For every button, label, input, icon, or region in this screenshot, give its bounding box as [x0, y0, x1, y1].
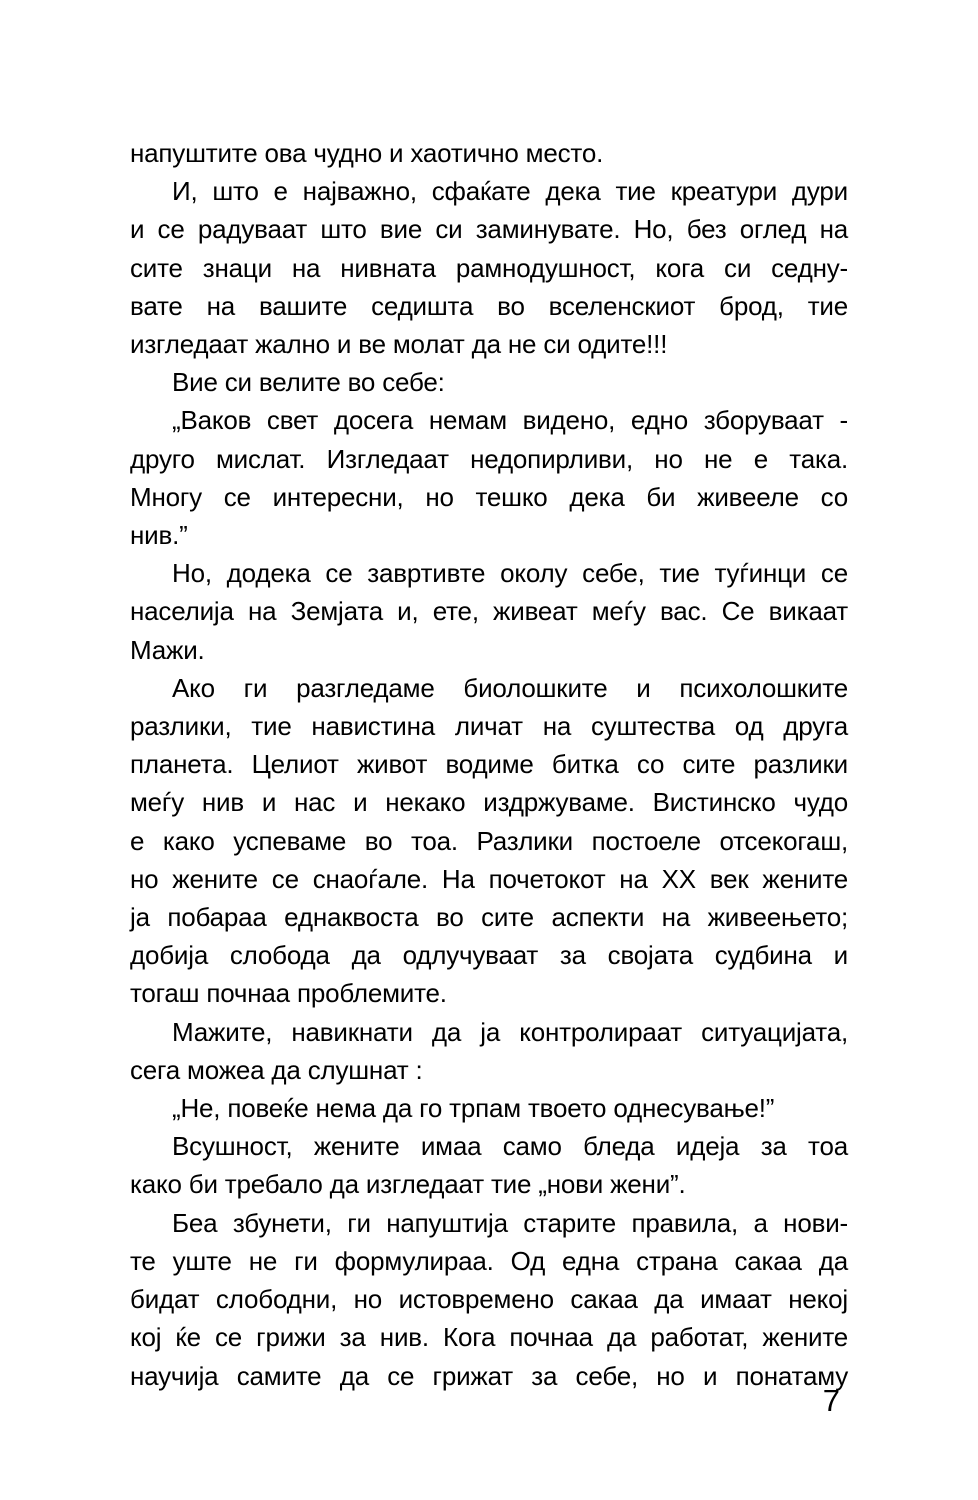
- paragraph: [130, 363, 848, 401]
- text-line: и се радуваат што вие си заминувате. Но, без оглед на: [130, 214, 848, 245]
- text-line: планета. Целиот живот водиме битка со сите разлики: [130, 749, 848, 780]
- text-line: Мажи.: [130, 634, 205, 665]
- paragraph: [130, 401, 848, 554]
- text-line: Всушност, жените имаа само бледа идеја за тоа: [172, 1131, 848, 1162]
- paragraph: [130, 1013, 848, 1089]
- paragraph: [130, 554, 848, 669]
- text-line: Мажите, навикнати да ја контролираат ситуацијата,: [172, 1016, 848, 1047]
- text-line: Вие си велите во себе:: [172, 367, 445, 398]
- text-column: [130, 134, 848, 1395]
- text-line: кој ќе се грижи за нив. Кога почнаа да работат, жените: [130, 1322, 848, 1353]
- text-line: ја побараа еднаквоста во сите аспекти на живеењето;: [130, 902, 848, 933]
- text-line: бидат слободни, но истовремено сакаа да имаат некој: [130, 1284, 848, 1315]
- text-line: научија самите да се грижат за себе, но и понатаму: [130, 1360, 848, 1391]
- text-line: сега можеа да слушнат :: [130, 1054, 423, 1085]
- text-line: сите знаци на нивната рамнодушност, кога си седну-: [130, 252, 848, 283]
- text-line: те уште не ги формулираа. Од една страна сакаа да: [130, 1245, 848, 1276]
- text-line: И, што е најважно, сфаќате дека тие креатури дури: [172, 176, 848, 207]
- paragraph: [130, 669, 848, 1013]
- text-line: Многу се интересни, но тешко дека би живееле со: [130, 481, 848, 512]
- text-line: добија слобода да одлучуваат за својата судбина и: [130, 940, 848, 971]
- text-line: нив.”: [130, 520, 188, 551]
- text-line: но жените се снаоѓале. На почетокот на XX век жените: [130, 863, 848, 894]
- text-line: разлики, тие навистина личат на суштества од друга: [130, 711, 848, 742]
- text-line: „Не, повеќе нема да го трпам твоето однесување!”: [172, 1093, 775, 1124]
- text-line: населија на Земјата и, ете, живеат меѓу вас. Се викаат: [130, 596, 848, 627]
- text-line: Но, додека се завртивте околу себе, тие туѓинци се: [172, 558, 848, 589]
- text-line: меѓу нив и нас и некако издржуваме. Вистинско чудо: [130, 787, 848, 818]
- text-line: друго мислат. Изгледаат недопирливи, но не е така.: [130, 443, 848, 474]
- text-line: Беа збунети, ги напуштија старите правила, а нови-: [172, 1207, 848, 1238]
- text-line: напуштите ова чудно и хаотично место.: [130, 138, 604, 168]
- text-line: изгледаат жално и ве молат да не си одите!!!: [130, 329, 668, 360]
- text-line: вате на вашите седишта во вселенскиот брод, тие: [130, 290, 848, 321]
- text-line: како би требало да изгледаат тие „нови жени”.: [130, 1169, 686, 1200]
- paragraph: [130, 1204, 848, 1395]
- text-line: Ако ги разгледаме биолошките и психолошките: [172, 672, 848, 703]
- paragraph: [130, 172, 848, 363]
- paragraph: [130, 1127, 848, 1203]
- paragraph: [130, 1089, 848, 1127]
- paragraph: [130, 134, 848, 172]
- text-line: тогаш почнаа проблемите.: [130, 978, 447, 1009]
- text-line: „Ваков свет досега немам видено, едно зборуваат -: [172, 405, 848, 436]
- page-number: 7: [822, 1383, 840, 1418]
- text-line: е како успеваме во тоа. Разлики постоеле отсекогаш,: [130, 825, 848, 856]
